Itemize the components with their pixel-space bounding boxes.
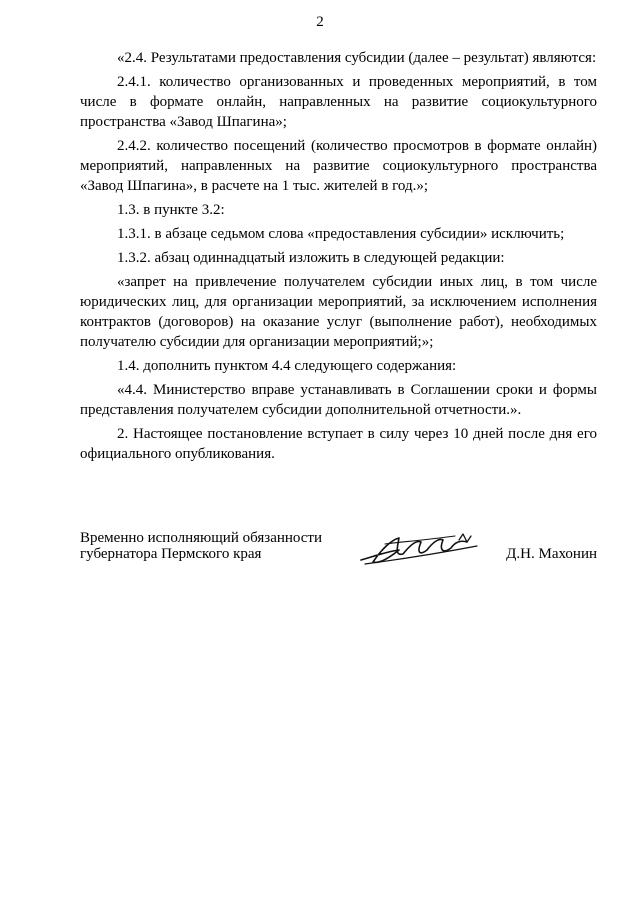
page-number: 2 (316, 14, 324, 30)
signer-name: Д.Н. Махонин (506, 546, 597, 562)
paragraph-1-4: 1.4. дополнить пунктом 4.4 следующего содержания: (117, 358, 457, 374)
paragraph-4-4: «4.4. Министерство вправе устанавливать в Соглашении сроки и формы представления получателем субсидии дополнительной отчетности.». (80, 382, 597, 418)
document-body (80, 48, 597, 468)
paragraph-2-4-1: 2.4.1. количество организованных и проведенных мероприятий, в том числе в формате онлайн, направленных на развитие социокультурного пространства «Завод Шпагина»; (80, 74, 597, 130)
paragraph-2-4-2: 2.4.2. количество посещений (количество просмотров в формате онлайн) мероприятий, направленных на развитие социокультурного пространства «Завод Шпагина», в расчете на 1 тыс. жителей в год.»; (80, 138, 597, 194)
paragraph-1-3-2: 1.3.2. абзац одиннадцатый изложить в следующей редакции: (117, 250, 505, 266)
signer-position (80, 530, 340, 562)
paragraph-1-3-1: 1.3.1. в абзаце седьмом слова «предоставления субсидии» исключить; (117, 226, 565, 242)
signer-position-line2: губернатора Пермского края (80, 546, 262, 562)
paragraph-quote-prohibition: «запрет на привлечение получателем субсидии иных лиц, в том числе юридических лиц, для организации мероприятий, за исключением исполнения контрактов (договоров) на оказание услуг (выполнение работ), необходимых получателю субсидии для организации мероприятий;»; (80, 274, 597, 350)
paragraph-1-3: 1.3. в пункте 3.2: (117, 202, 225, 218)
paragraph-2-4: «2.4. Результатами предоставления субсидии (далее – результат) являются: (117, 50, 597, 66)
paragraph-2-effective-date: 2. Настоящее постановление вступает в силу через 10 дней после дня его официального опубликования. (80, 426, 597, 462)
signer-position-line1: Временно исполняющий обязанности (80, 530, 323, 546)
signature-block (80, 530, 597, 590)
handwritten-signature (355, 530, 485, 570)
